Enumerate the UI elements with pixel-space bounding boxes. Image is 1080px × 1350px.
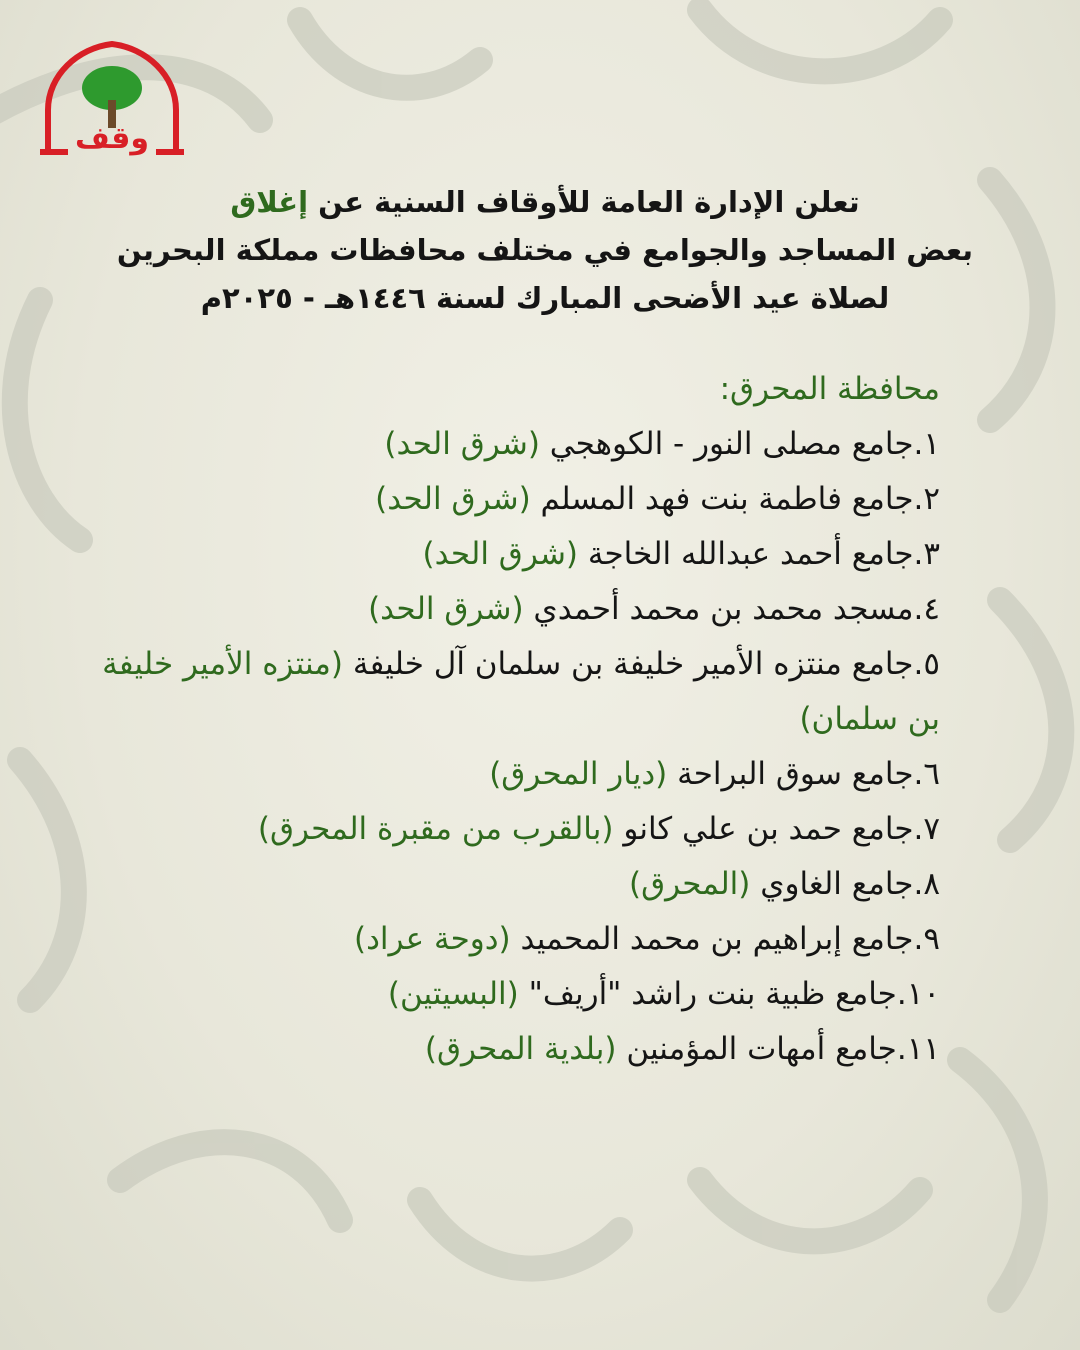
mosque-name: جامع أحمد عبدالله الخاجة bbox=[578, 536, 914, 572]
mosque-num: ٩. bbox=[913, 921, 940, 957]
mosque-num: ٣. bbox=[913, 536, 940, 572]
mosque-name: جامع إبراهيم بن محمد المحميد bbox=[510, 921, 914, 957]
mosque-loc: (بالقرب من مقبرة المحرق) bbox=[257, 811, 614, 847]
mosque-num: ٤. bbox=[913, 591, 940, 627]
mosque-num: ٨. bbox=[913, 866, 940, 902]
mosque-list-item bbox=[80, 1022, 940, 1077]
waqf-logo bbox=[38, 40, 186, 158]
mosque-loc: (دوحة عراد) bbox=[354, 921, 511, 957]
mosque-list-item bbox=[80, 912, 940, 967]
mosque-num: ١. bbox=[913, 426, 940, 462]
mosque-list-item bbox=[80, 637, 940, 747]
mosque-list-item bbox=[80, 967, 940, 1022]
mosque-loc: (ديار المحرق) bbox=[489, 756, 668, 792]
mosque-loc: (شرق الحد) bbox=[384, 426, 540, 462]
mosque-num: ٢. bbox=[913, 481, 940, 517]
mosque-num: ١١. bbox=[896, 1031, 940, 1067]
mosque-num: ١٠. bbox=[896, 976, 940, 1012]
mosque-name: جامع مصلى النور - الكوهجي bbox=[539, 426, 914, 462]
mosque-list-item bbox=[80, 472, 940, 527]
mosque-list-item bbox=[80, 417, 940, 472]
mosque-name: جامع منتزه الأمير خليفة بن سلمان آل خليفة bbox=[343, 646, 914, 682]
title-highlight: إغلاق bbox=[230, 185, 309, 219]
mosque-name: جامع حمد بن علي كانو bbox=[613, 811, 914, 847]
mosque-loc: (المحرق) bbox=[629, 866, 751, 902]
mosque-name: جامع فاطمة بنت فهد المسلم bbox=[530, 481, 914, 517]
title-line-2: بعض المساجد والجوامع في مختلف محافظات مملكة البحرين bbox=[116, 233, 974, 267]
mosque-loc: (شرق الحد) bbox=[368, 591, 524, 627]
title-line-3: لصلاة عيد الأضحى المبارك لسنة ١٤٤٦هـ - ٢٠٢٥م bbox=[200, 281, 890, 315]
announcement-title bbox=[60, 178, 1030, 322]
title-line-1: تعلن الإدارة العامة للأوقاف السنية عن bbox=[308, 185, 860, 219]
mosque-loc: (بلدية المحرق) bbox=[424, 1031, 617, 1067]
mosque-loc: (شرق الحد) bbox=[375, 481, 531, 517]
mosque-name: جامع ظبية بنت راشد "أريف" bbox=[518, 976, 897, 1012]
mosque-list-item bbox=[80, 527, 940, 582]
mosque-name: جامع الغاوي bbox=[750, 866, 914, 902]
mosque-list bbox=[80, 362, 940, 1077]
mosque-num: ٥. bbox=[913, 646, 940, 682]
governorate-heading: محافظة المحرق: bbox=[719, 371, 940, 407]
mosque-list-item bbox=[80, 582, 940, 637]
mosque-loc: (شرق الحد) bbox=[422, 536, 579, 572]
mosque-list-item bbox=[80, 747, 940, 802]
mosque-loc: (البسيتين) bbox=[387, 976, 519, 1012]
mosque-name: جامع سوق البراحة bbox=[667, 756, 914, 792]
mosque-num: ٦. bbox=[913, 756, 940, 792]
mosque-name: جامع أمهات المؤمنين bbox=[616, 1031, 897, 1067]
mosque-name: مسجد محمد بن محمد أحمدي bbox=[523, 591, 914, 627]
mosque-list-item bbox=[80, 857, 940, 912]
mosque-list-item bbox=[80, 802, 940, 857]
mosque-num: ٧. bbox=[913, 811, 940, 847]
mosque-loc: (منتزه الأمير خليفة بن سلمان) bbox=[102, 646, 940, 737]
svg-text:وقف: وقف bbox=[74, 121, 150, 156]
